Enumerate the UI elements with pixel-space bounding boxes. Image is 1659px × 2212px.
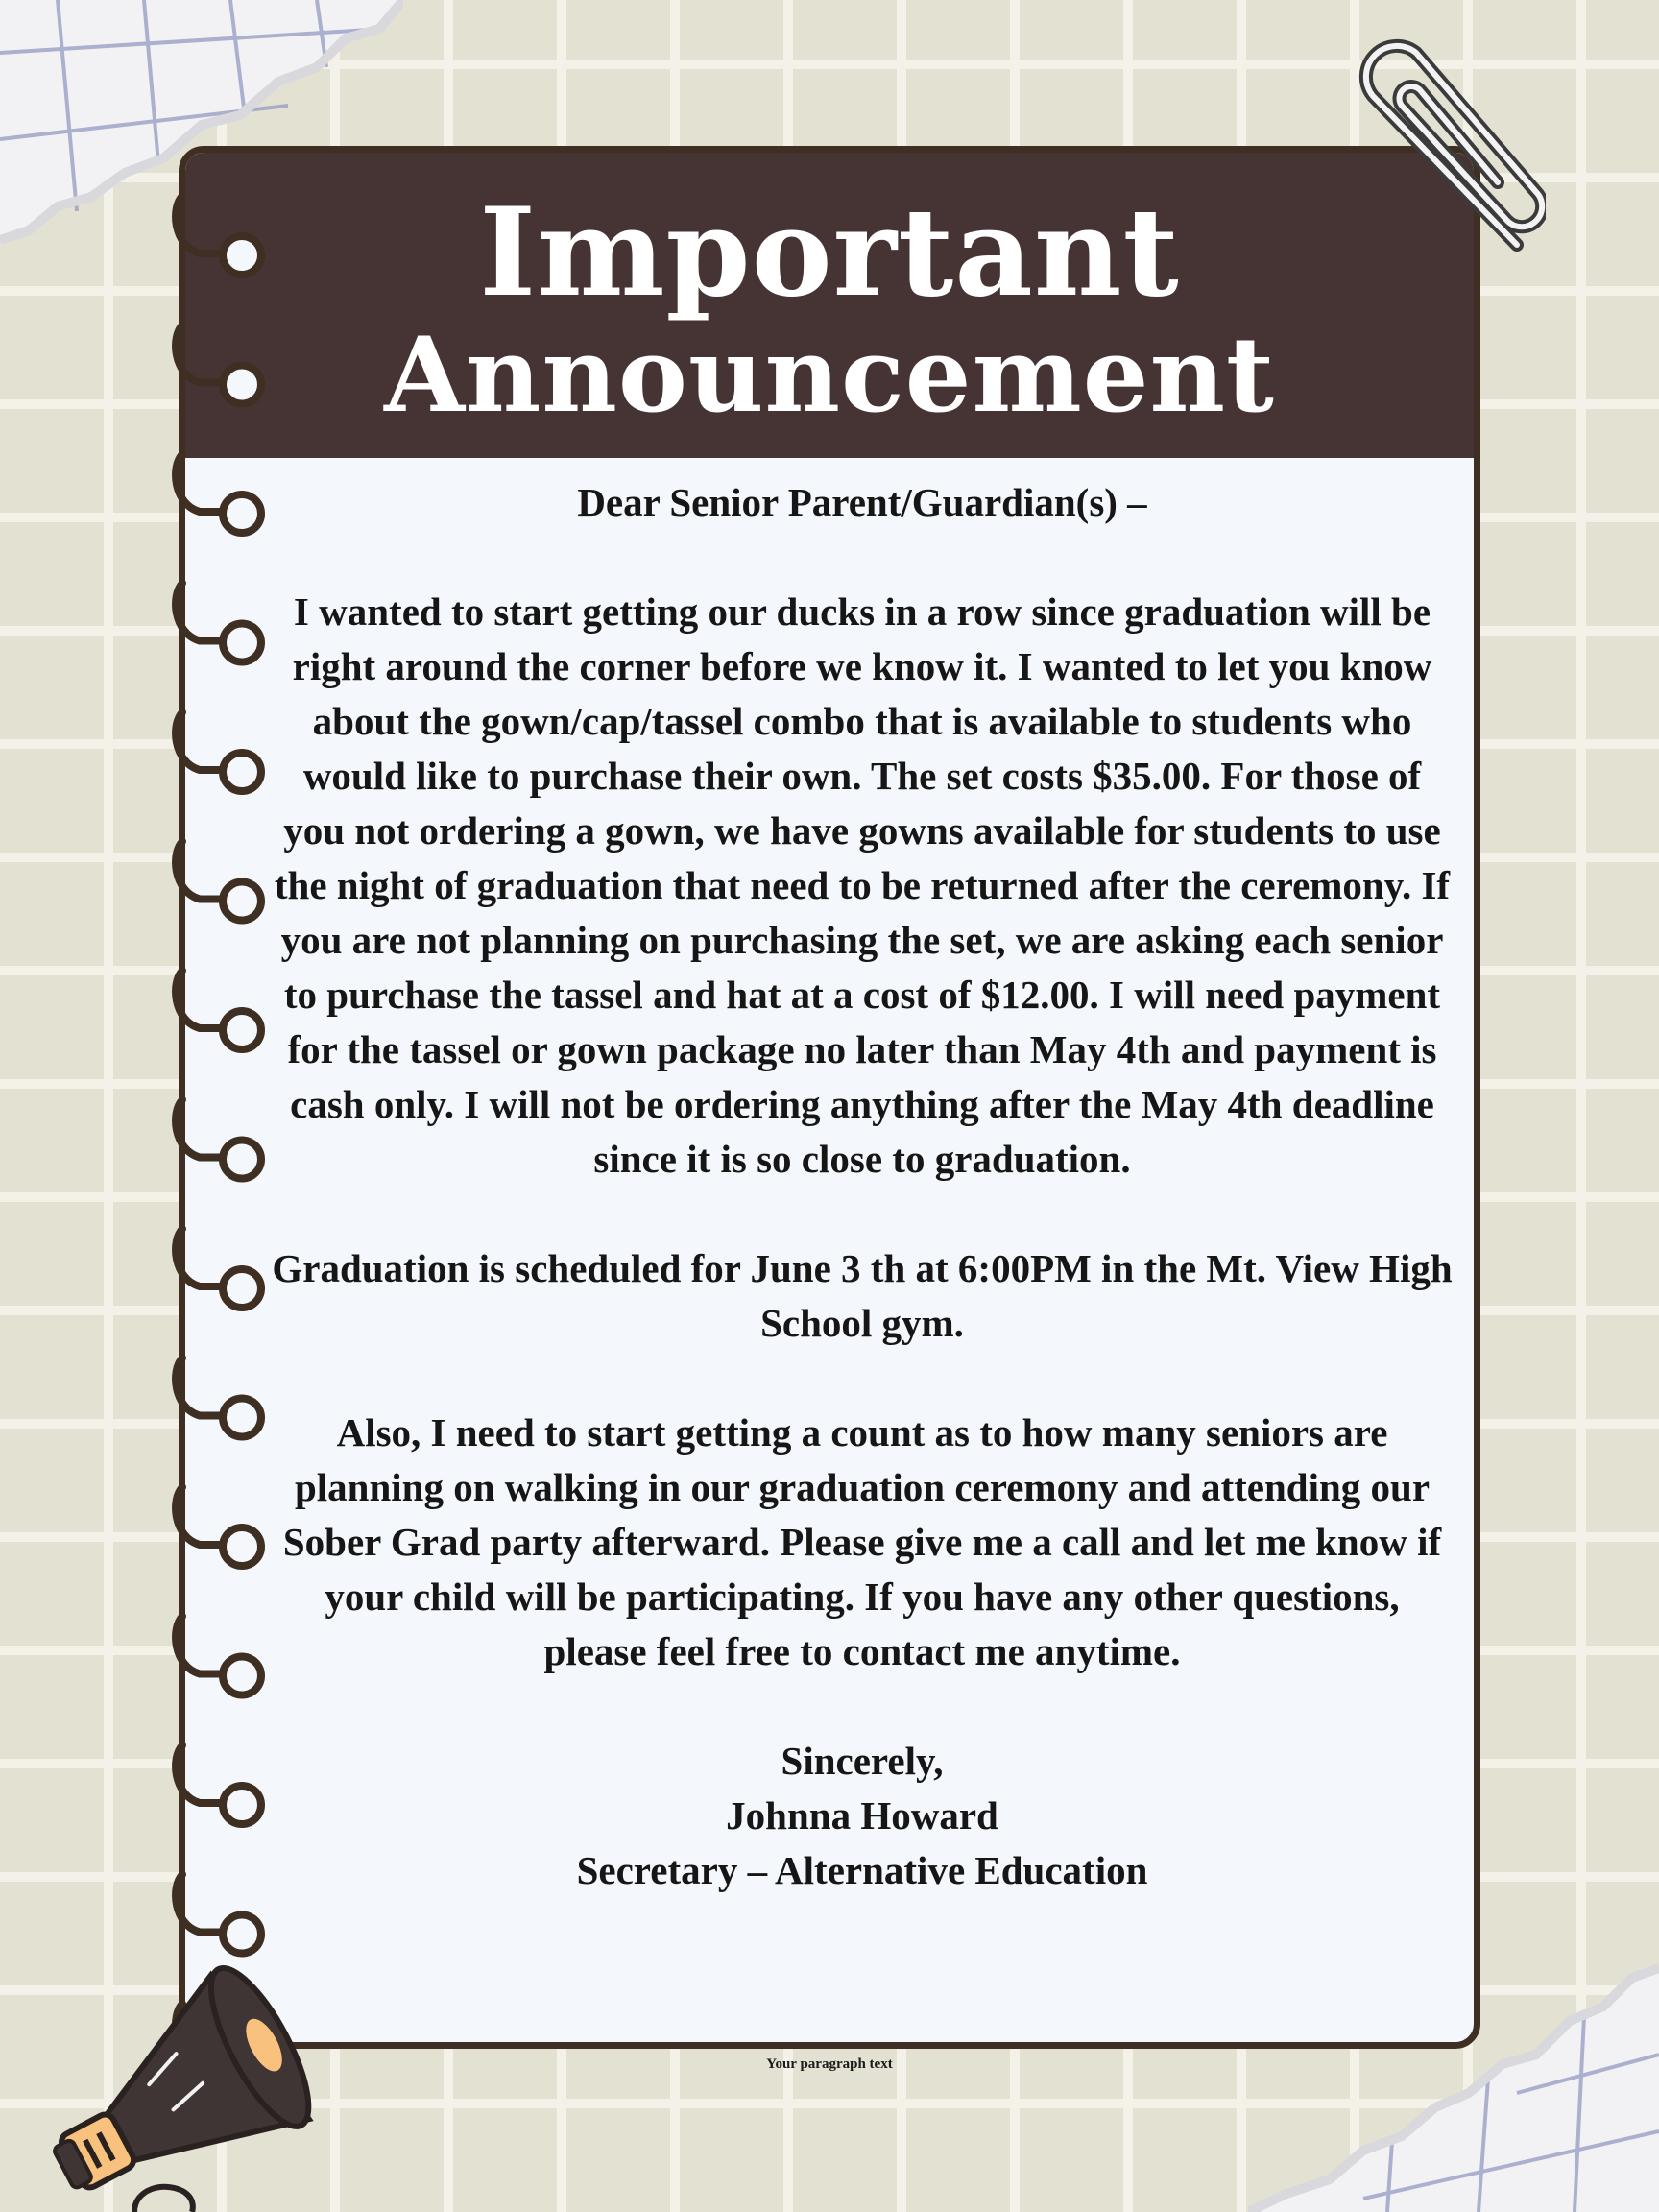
letter-body [272, 475, 1453, 1898]
signer-title: Secretary – Alternative Education [576, 1848, 1148, 1892]
page-title-line-1: Important [479, 181, 1180, 324]
paragraph-graduation-date: Graduation is scheduled for June 3 th at 6:00PM in the Mt. View High School gym. [272, 1246, 1453, 1345]
announcement-header [185, 153, 1474, 458]
page-title-line-2: Announcement [384, 315, 1275, 436]
paragraph-headcount: Also, I need to start getting a count as to how many seniors are planning on walking in our graduation ceremony and attending our Sober Grad party afterward. Please give me a call and let me know if your child will be participating. If you have any other questions, please feel free to contact me anytime. [282, 1410, 1442, 1673]
announcement-notebook-page [179, 146, 1480, 2049]
salutation: Dear Senior Parent/Guardian(s) – [577, 480, 1147, 524]
signer-name: Johnna Howard [726, 1793, 998, 1838]
paper-clip-icon [1315, 38, 1546, 278]
placeholder-text: Your paragraph text [766, 2056, 893, 2072]
paragraph-gown-order: I wanted to start getting our ducks in a row since graduation will be right around the corner before we know it. I wanted to let you know about the gown/cap/tassel combo that is available to students who would like to purchase their own. The set costs $35.00. For those of you not ordering a gown, we have gowns available for students to use the night of graduation that need to be returned after the ceremony. If you are not planning on purchasing the set, we are asking each senior to purchase the tassel and hat at a cost of $12.00. I will need payment for the tassel or gown package no later than May 4th and payment is cash only. I will not be ordering anything after the May 4th deadline since it is so close to graduation. [274, 589, 1451, 1181]
closing: Sincerely, [781, 1739, 944, 1783]
